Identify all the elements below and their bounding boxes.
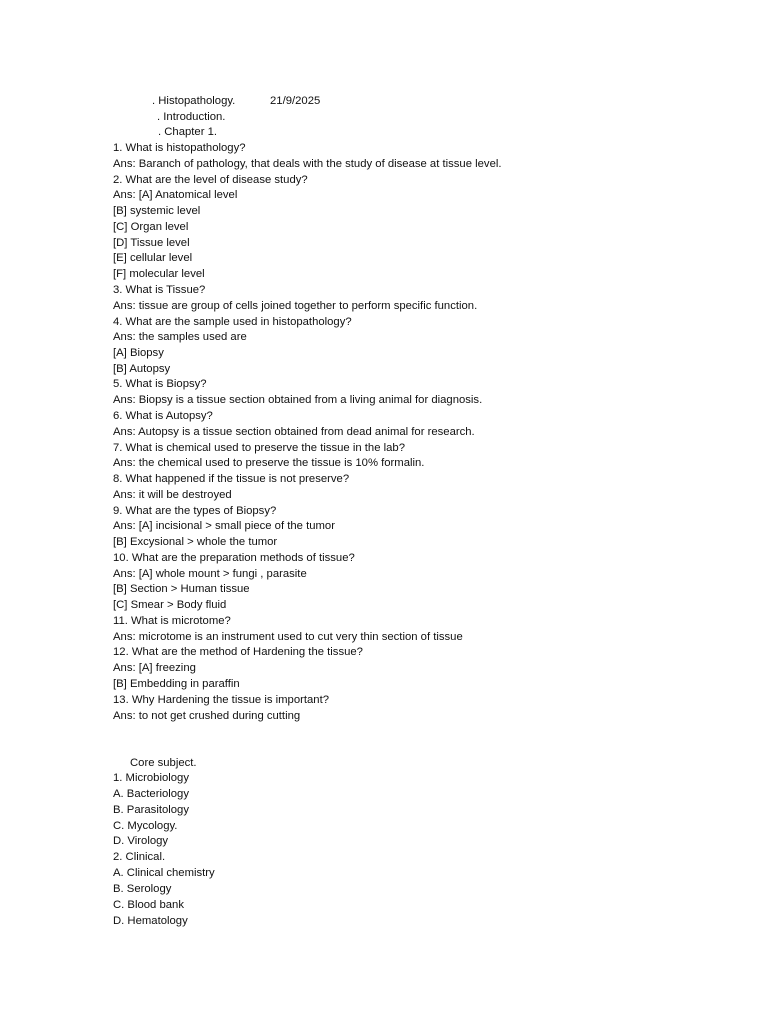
core-subject-heading: Core subject. [130, 757, 197, 769]
qa-line: Ans: tissue are group of cells joined together to perform specific function. [113, 300, 478, 312]
core-line: D. Virology [113, 835, 169, 847]
qa-line: 6. What is Autopsy? [113, 410, 213, 422]
qa-line: 9. What are the types of Biopsy? [113, 505, 277, 517]
core-line: 1. Microbiology [113, 772, 189, 784]
qa-line: [B] systemic level [113, 205, 201, 217]
qa-line: 8. What happened if the tissue is not preserve? [113, 473, 350, 485]
qa-line: Ans: Baranch of pathology, that deals with the study of disease at tissue level. [113, 158, 502, 170]
core-line: B. Serology [113, 883, 172, 895]
qa-line: [E] cellular level [113, 252, 193, 264]
qa-line: [D] Tissue level [113, 237, 190, 249]
qa-line: 3. What is Tissue? [113, 284, 206, 296]
core-line: D. Hematology [113, 915, 188, 927]
qa-line: Ans: [A] Anatomical level [113, 189, 238, 201]
qa-line: [B] Embedding in paraffin [113, 678, 240, 690]
core-line: C. Blood bank [113, 899, 184, 911]
qa-line: [B] Autopsy [113, 363, 171, 375]
qa-line: 13. Why Hardening the tissue is important? [113, 694, 330, 706]
qa-line: 7. What is chemical used to preserve the tissue in the lab? [113, 442, 405, 454]
qa-line: 11. What is microtome? [113, 615, 231, 627]
qa-line: Ans: the chemical used to preserve the tissue is 10% formalin. [113, 457, 425, 469]
qa-line: [A] Biopsy [113, 347, 164, 359]
core-line: B. Parasitology [113, 804, 189, 816]
core-line: C. Mycology. [113, 820, 178, 832]
qa-line: [B] Excysional > whole the tumor [113, 536, 278, 548]
qa-line: [C] Smear > Body fluid [113, 599, 227, 611]
qa-line: [C] Organ level [113, 221, 189, 233]
qa-line: Ans: Biopsy is a tissue section obtained from a living animal for diagnosis. [113, 394, 483, 406]
qa-line: Ans: microtome is an instrument used to cut very thin section of tissue [113, 631, 463, 643]
qa-line: 10. What are the preparation methods of tissue? [113, 552, 355, 564]
qa-line: Ans: it will be destroyed [113, 489, 232, 501]
qa-line: Ans: [A] incisional > small piece of the tumor [113, 520, 335, 532]
qa-line: Ans: to not get crushed during cutting [113, 710, 301, 722]
core-line: A. Bacteriology [113, 788, 189, 800]
qa-line: 1. What is histopathology? [113, 142, 246, 154]
core-line: 2. Clinical. [113, 851, 166, 863]
qa-line: 2. What are the level of disease study? [113, 174, 308, 186]
qa-line: [F] molecular level [113, 268, 205, 280]
qa-line: Ans: [A] freezing [113, 662, 196, 674]
qa-line: [B] Section > Human tissue [113, 583, 250, 595]
qa-line: Ans: [A] whole mount > fungi , parasite [113, 568, 307, 580]
qa-line: 12. What are the method of Hardening the tissue? [113, 646, 363, 658]
introduction-heading: . Introduction. [157, 111, 226, 123]
qa-line: Ans: the samples used are [113, 331, 247, 343]
qa-line: Ans: Autopsy is a tissue section obtained from dead animal for research. [113, 426, 475, 438]
chapter-heading: . Chapter 1. [158, 126, 218, 138]
qa-line: 4. What are the sample used in histopathology? [113, 316, 352, 328]
document-title: . Histopathology. [152, 95, 236, 107]
document-date: 21/9/2025 [270, 95, 321, 107]
qa-line: 5. What is Biopsy? [113, 378, 207, 390]
core-line: A. Clinical chemistry [113, 867, 215, 879]
